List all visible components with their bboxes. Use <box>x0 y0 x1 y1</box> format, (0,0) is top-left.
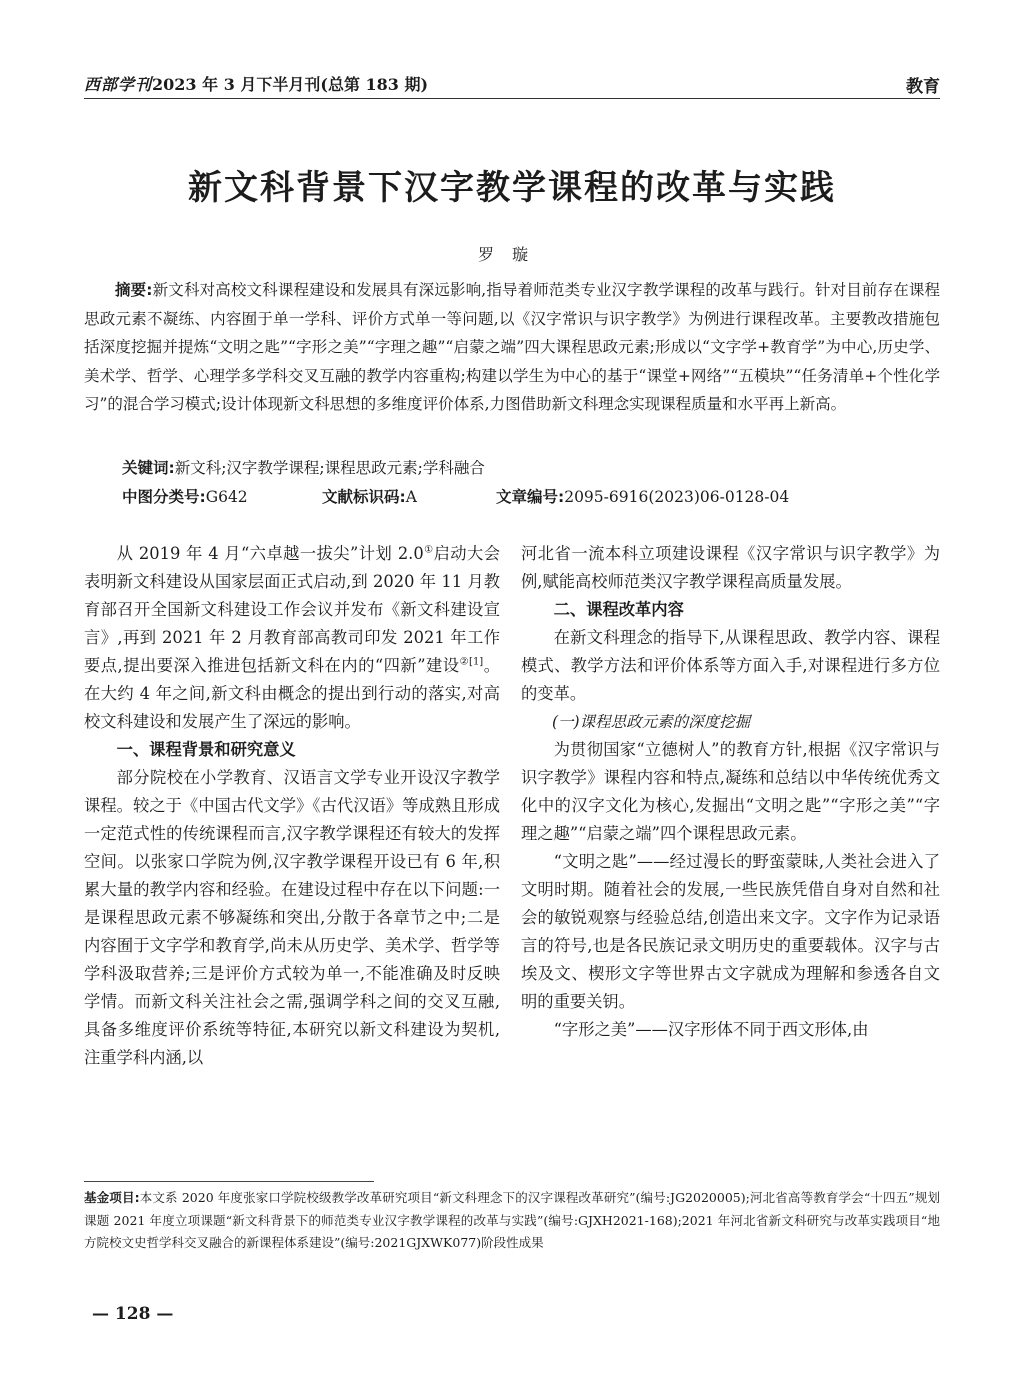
paragraph: 部分院校在小学教育、汉语言文学专业开设汉字教学课程。较之于《中国古代文学》《古代汉语》等成熟且形成一定范式性的传统课程而言,汉字教学课程还有较大的发挥空间。以张家口学院为例,汉字教学课程开设已有 6 年,积累大量的教学内容和经验。在建设过程中存在以下问题:一是课程思政元素不够凝练和突出,分散于各章节之中;二是内容囿于文字学和教育学,尚未从历史学、美术学、哲学等学科汲取营养;三是评价方式较为单一,不能准确及时反映学情。而新文科关注社会之需,强调学科之间的交叉互融,具备多维度评价系统等特征,本研究以新文科建设为契机,注重学科内涵,以 <box>84 768 500 1067</box>
classification-row <box>122 484 789 510</box>
keywords-label: 关键词: <box>122 459 175 477</box>
running-header <box>84 68 940 98</box>
body-column-right <box>521 540 940 1044</box>
section-heading: 一、课程背景和研究意义 <box>116 740 296 759</box>
abstract <box>84 276 940 419</box>
article-label: 文章编号: <box>496 488 565 506</box>
text-run: 启动大会表明新文科建设从国家层面正式启动,到 2020 年 11 月教育部召开全国新文科建设工作会议并发布《新文科建设宣言》,再到 2021 年 2 月教育部高教司印发 2021 年工作要点,提出要深入推进包括新文科在内的“四新”建设 <box>84 544 500 675</box>
keywords-text: 新文科;汉字教学课程;课程思政元素;学科融合 <box>174 459 485 477</box>
footnote-ref: ① <box>423 544 434 556</box>
body-column-left <box>84 540 500 1072</box>
abstract-label: 摘要: <box>115 281 153 299</box>
document-code <box>322 484 496 510</box>
section-label: 教育 <box>906 77 940 97</box>
paragraph: 为贯彻国家“立德树人”的教育方针,根据《汉字常识与识字教学》课程内容和特点,凝练和总结以中华传统优秀文化中的汉字文化为核心,发掘出“文明之匙”“字形之美”“字理之趣”“启蒙之端”四个课程思政元素。 <box>521 740 940 843</box>
clc-value: G642 <box>205 488 248 506</box>
paragraph: 在新文科理念的指导下,从课程思政、教学内容、课程模式、教学方法和评价体系等方面入手,对课程进行多方位的变革。 <box>521 628 940 703</box>
funding-label: 基金项目: <box>84 1190 140 1205</box>
article-title: 新文科背景下汉字教学课程的改革与实践 <box>188 168 836 208</box>
page-number: — 128 — <box>92 1304 174 1324</box>
header-rule <box>84 98 940 99</box>
footnote-rule <box>84 1181 374 1182</box>
issue-info: 2023 年 3 月下半月刊(总第 183 期) <box>152 75 429 94</box>
author-name: 罗璇 <box>477 245 546 264</box>
paragraph: “文明之匙”——经过漫长的野蛮蒙昧,人类社会进入了文明时期。随着社会的发展,一些民族凭借自身对自然和社会的敏锐观察与经验总结,创造出来文字。文字作为记录语言的符号,也是各民族记录文明历史的重要载体。汉字与古埃及文、楔形文字等世界古文字就成为理解和参透各自文明的重要关钥。 <box>521 852 940 1011</box>
keywords <box>122 455 940 481</box>
article-number <box>496 484 789 510</box>
text-run: 从 2019 年 4 月“六卓越一拔尖”计划 2.0 <box>116 544 424 563</box>
article-value: 2095-6916(2023)06-0128-04 <box>564 488 790 506</box>
journal-info <box>84 72 428 95</box>
doc-value: A <box>405 488 417 506</box>
funding-text: 本文系 2020 年度张家口学院校级教学改革研究项目“新文科理念下的汉字课程改革研究”(编号:JG2020005);河北省高等教育学会“十四五”规划课题 2021 年度立项课题“新文科背景下的师范类专业汉字教学课程的改革与实践”(编号:GJXH2021-168);2021 年河北省新文科研究与改革实践项目“地方院校文史哲学科交叉融合的新课程体系建设”(编号:2021GJXWK077)阶段性成果 <box>84 1190 941 1250</box>
doc-label: 文献标识码: <box>322 488 406 506</box>
section-heading: 二、课程改革内容 <box>553 600 684 619</box>
paragraph: “字形之美”——汉字形体不同于西文形体,由 <box>553 1020 869 1039</box>
paragraph <box>84 540 500 736</box>
funding-note <box>84 1187 940 1255</box>
clc-code <box>122 484 322 510</box>
journal-logo: 西部学刊 <box>84 75 153 94</box>
clc-label: 中图分类号: <box>122 488 206 506</box>
paragraph: 河北省一流本科立项建设课程《汉字常识与识字教学》为例,赋能高校师范类汉字教学课程高质量发展。 <box>521 544 940 591</box>
citation-ref: ②[1] <box>459 656 484 668</box>
text-run: 。在大约 4 年之间,新文科由概念的提出到行动的落实,对高校文科建设和发展产生了深远的影响。 <box>84 656 500 731</box>
abstract-text: 新文科对高校文科课程建设和发展具有深远影响,指导着师范类专业汉字教学课程的改革与践行。针对目前存在课程思政元素不凝练、内容囿于单一学科、评价方式单一等问题,以《汉字常识与识字教学》为例进行课程改革。主要教改措施包括深度挖掘并提炼“文明之匙”“字形之美”“字理之趣”“启蒙之端”四大课程思政元素;形成以“文字学+教育学”为中心,历史学、美术学、哲学、心理学多学科交叉互融的教学内容重构;构建以学生为中心的基于“课堂+网络”“五模块”“任务清单+个性化学习”的混合学习模式;设计体现新文科思想的多维度评价体系,力图借助新文科理念实现课程质量和水平再上新高。 <box>84 281 940 413</box>
subsection-heading: (一)课程思政元素的深度挖掘 <box>552 713 751 731</box>
